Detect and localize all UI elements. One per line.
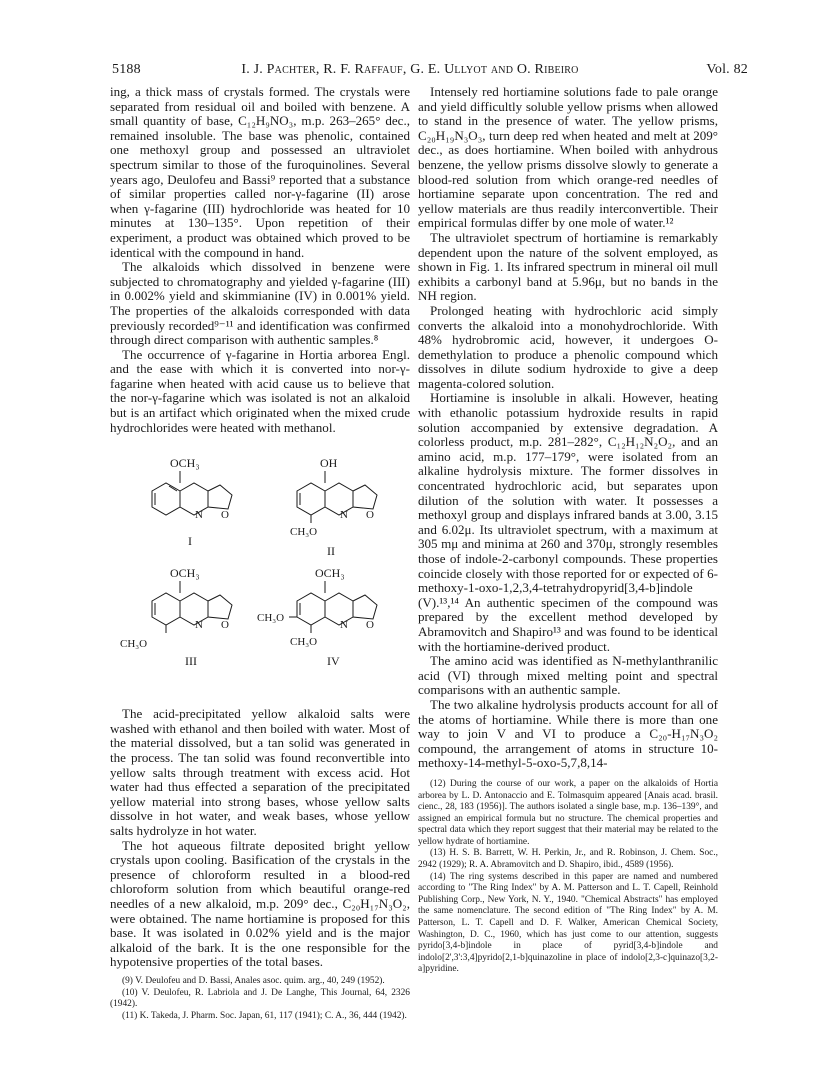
structure-II xyxy=(290,456,377,558)
ring-N-label: N xyxy=(340,619,348,632)
paragraph: The occurrence of γ-fagarine in Hortia arborea Engl. and the ease with which it is converted into nor-γ-fagarine when heated with acid cause us to believe that the nor-γ-fagarine which was isolated is not an alkaloid but is an artifact which originated when the mixed crude hydrochlorides were heated with methanol. xyxy=(110,346,410,435)
ring-N-label: N xyxy=(195,619,203,632)
ring-O-label: O xyxy=(366,619,374,632)
ring-O-label: O xyxy=(221,619,229,632)
structure-IV-label: IV xyxy=(327,654,340,669)
footnotes xyxy=(418,779,718,976)
structure-III xyxy=(120,566,232,668)
paragraph: The two alkaline hydrolysis products account for all of the atoms of hortiamine. While there is more than one way to join V and VI to produce a C₂₀-H₁₇N₃O₂ compound, the arrangement of atoms in structure 10-methoxy-14-methyl-5-oxo-5,7,8,14- xyxy=(418,696,718,771)
structure-IV xyxy=(257,566,377,668)
structure-IV-bottom-sub: CH₃O xyxy=(290,636,318,649)
running-head-authors: I. J. Pachter, R. F. Raffauf, G. E. Ullyot and O. Ribeiro xyxy=(241,62,579,77)
footnote-9: (9) V. Deulofeu and D. Bassi, Anales asoc. quim. arg., 40, 249 (1952). xyxy=(122,975,385,986)
structure-II-bottom-sub: CH₃O xyxy=(290,526,318,539)
paragraph: Hortiamine is insoluble in alkali. However, heating with ethanolic potassium hydroxide results in rapid solution accompanied by extensive degradation. A colorless product, m.p. 281–282°, C₁₂H₁₂N₂O₂, and an amino acid, m.p. 177–179°, were isolated from an alkaline hydrolysis mixture. The former dissolves in concentrated hydrochloric acid, but separates upon dilution of the solution with water. It possesses a methoxyl group and displays infrared bands at 3.00, 3.15 and 6.02μ. Its ultraviolet spectrum, with a maximum at 305 mμ and minima at 260 and 370μ, strongly resembles those of indole-2-carbonyl compounds. These properties coincide closely with those reported for or expected of 6-methoxy-1-oxo-1,2,3,4-tetrahydropyrid[3,4-b]indole (V).¹³,¹⁴ An authentic specimen of the compound was prepared by the excellent method developed by Abramovitch and Shapiro¹³ and was found to be identical with the hortiamine-derived product. xyxy=(418,390,718,654)
paragraph: The acid-precipitated yellow alkaloid salts were washed with ethanol and then boiled with water. Most of the material dissolved, but a tan solid was generated in the process. The tan solid was found reconvertible into yellow salts through treatment with excess acid. Hot water had thus effected a separation of the precipitated yellow material into strong bases, whose yellow salts dissolve in hot water, and weak bases, whose yellow salts hydrolyze in hot water. xyxy=(110,706,410,838)
paragraph: The hot aqueous filtrate deposited bright yellow crystals upon cooling. Basification of the crystals in the presence of chloroform resulted in a blood-red chloroform solution from which beautiful orange-red needles of a new alkaloid, m.p. 209° dec., C₂₀H₁₇N₃O₂, were obtained. The name hortiamine is proposed for this base. It was isolated in 0.02% yield and is the major alkaloid of the bark. It is the one responsible for the hypotensive properties of the total bases. xyxy=(110,837,410,970)
chemical-structures-figure xyxy=(110,435,410,707)
structure-III-bottom-sub: CH₃O xyxy=(120,638,148,651)
page-number: 5188 xyxy=(112,62,141,77)
paragraph: Intensely red hortiamine solutions fade to pale orange and yield difficultly soluble yellow prisms when allowed to stand in the presence of water. The yellow prisms, C₂₀H₁₉N₃O₃, turn deep red when heated and melt at 209° dec., as does hortiamine. When boiled with anhydrous benzene, the yellow prisms dissolve slowly to generate a blood-red solution from which orange-red needles of hortiamine separate upon concentration. The red and yellow materials are thus readily interconvertible. Their empirical formulas differ by one mole of water.¹² xyxy=(418,84,718,231)
ring-N-label: N xyxy=(340,509,348,522)
structure-III-label: III xyxy=(185,654,197,669)
structure-I-top-sub: OCH₃ xyxy=(170,456,200,471)
structure-II-label: II xyxy=(327,544,335,559)
paragraph: Prolonged heating with hydrochloric acid simply converts the alkaloid into a monohydrochloride. With 48% hydrobromic acid, however, it undergoes O-demethylation to produce a phenolic compound which dissolves in dilute sodium hydroxide to give a deep magenta-colored solution. xyxy=(418,302,718,391)
footnotes xyxy=(110,976,410,1022)
footnote-12: (12) During the course of our work, a paper on the alkaloids of Hortia arborea by L. D. Antonaccio and E. Tolmasquim appeared [Anais acad. brasil. cienc., 28, 183 (1956)]. The authors isolated a single base, m.p. 136–139°, and assigned an empirical formula but no structure. The chemical properties and spectral data which they report suggest that their material may be related to the yellow hydrate of hortiamine. xyxy=(418,778,718,847)
ring-O-label: O xyxy=(366,509,374,522)
paragraph: The alkaloids which dissolved in benzene were subjected to chromatography and yielded γ-fagarine (III) in 0.002% yield and skimmianine (IV) in 0.001% yield. The properties of the alkaloids corresponded with data previously recorded⁹⁻¹¹ and identification was confirmed through direct comparison with authentic samples.⁸ xyxy=(110,259,410,348)
ring-N-label: N xyxy=(195,509,203,522)
left-column xyxy=(110,85,410,1022)
footnote-10: (10) V. Deulofeu, R. Labriola and J. De Langhe, This Journal, 64, 2326 (1942). xyxy=(110,987,410,1010)
structure-I xyxy=(152,456,232,548)
paragraph: The amino acid was identified as N-methylanthranilic acid (VI) through mixed melting point and spectral comparisons with an authentic sample. xyxy=(418,653,718,698)
structure-IV-top-sub: OCH₃ xyxy=(315,566,345,581)
footnote-13: (13) H. S. B. Barrett, W. H. Perkin, Jr., and R. Robinson, J. Chem. Soc., 2942 (1929); R. A. Abramovitch and D. Shapiro, ibid., 4589 (1956). xyxy=(418,848,718,871)
volume-number: Vol. 82 xyxy=(706,62,748,77)
structure-IV-left-sub: CH₃O xyxy=(257,612,285,625)
footnote-11: (11) K. Takeda, J. Pharm. Soc. Japan, 61, 117 (1941); C. A., 36, 444 (1942). xyxy=(122,1010,407,1021)
structure-III-top-sub: OCH₃ xyxy=(170,566,200,581)
paragraph: ing, a thick mass of crystals formed. The crystals were separated from residual oil and boiled with benzene. A small quantity of base, C₁₂H₉NO₃, m.p. 263–265° dec., remained insoluble. The base was phenolic, contained one methoxyl group and possessed an ultraviolet spectrum similar to those of the furoquinolines. Several years ago, Deulofeu and Bassi⁹ reported that a substance of similar properties called nor-γ-fagarine (II) arose when γ-fagarine (III) hydrochloride was heated for 10 minutes at 130–135°. Upon repetition of their experiment, a product was obtained which proved to be identical with the compound in hand. xyxy=(110,84,410,260)
ring-O-label: O xyxy=(221,509,229,522)
footnote-14: (14) The ring systems described in this paper are named and numbered according to "The Ring Index" by A. M. Patterson and L. T. Capell, Reinhold Publishing Corp., New York, N. Y., 1940. "Chemical Abstracts" has employed the same nomenclature. The second edition of "The Ring Index" by A. M. Patterson, L. T. Capell and D. F. Walker, American Chemical Society, Washington, D. C., 1960, which has just come to our attention, suggests pyrido[3,4-b]indole in place of pyrid[3,4-b]indole and indolo[2',3':3,4]pyrido[2,1-b]quinazoline in place of indolo[2,3-c]quinazo[3,2-a]pyridine. xyxy=(418,871,718,975)
structure-I-label: I xyxy=(188,534,192,549)
structure-II-top-sub: OH xyxy=(320,456,338,471)
right-column xyxy=(418,85,718,976)
paragraph: The ultraviolet spectrum of hortiamine is remarkably dependent upon the nature of the solvent employed, as shown in Fig. 1. Its infrared spectrum in mineral oil mull exhibits a carbonyl band at 5.96μ, but no bands in the NH region. xyxy=(418,229,718,304)
